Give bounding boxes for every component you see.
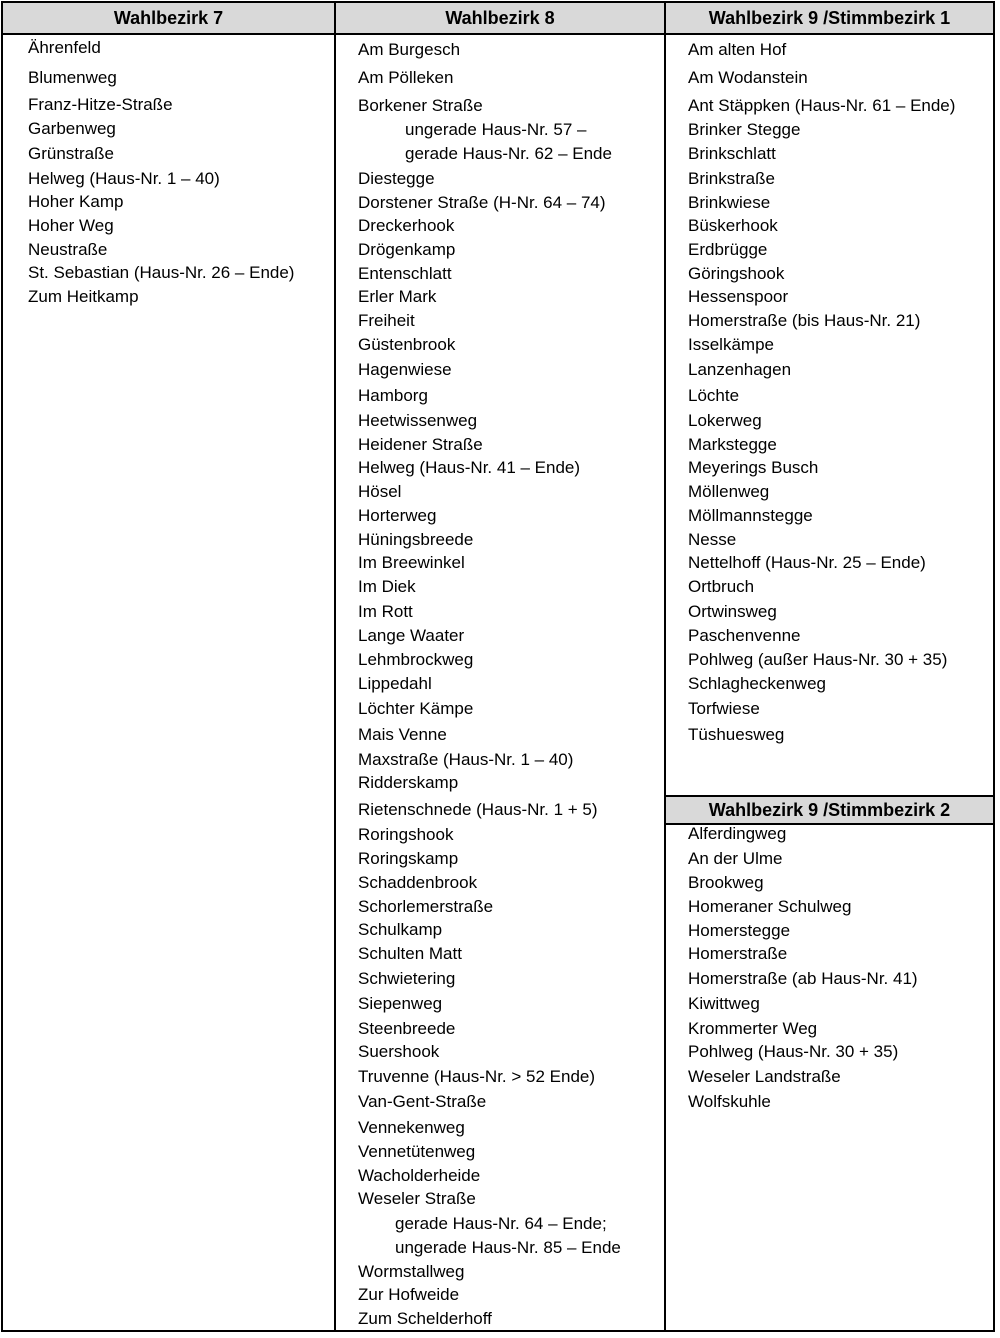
- street-item: Entenschlatt: [358, 264, 452, 283]
- street-item: Im Diek: [358, 577, 416, 596]
- street-item: Ant Stäppken (Haus-Nr. 61 – Ende): [688, 96, 956, 115]
- subsection-divider-top: [664, 795, 995, 797]
- street-item: Schulkamp: [358, 920, 443, 939]
- street-item: Brookweg: [688, 873, 764, 892]
- street-item: Brinkschlatt: [688, 144, 776, 163]
- street-item: Wormstallweg: [358, 1262, 465, 1281]
- street-item: Schorlemerstraße: [358, 897, 494, 916]
- street-item: Im Breewinkel: [358, 553, 465, 572]
- street-item: Homerstraße (bis Haus-Nr. 21): [688, 311, 921, 330]
- street-item: Homerstraße (ab Haus-Nr. 41): [688, 969, 918, 988]
- street-item: Heidener Straße: [358, 435, 483, 454]
- street-item: Freiheit: [358, 311, 415, 330]
- street-item: Mais Venne: [358, 725, 447, 744]
- street-item: Lanzenhagen: [688, 360, 792, 379]
- street-item: Paschenvenne: [688, 626, 801, 645]
- street-item: Truvenne (Haus-Nr. > 52 Ende): [358, 1067, 596, 1086]
- street-item: Helweg (Haus-Nr. 1 – 40): [28, 169, 220, 188]
- street-item: Nettelhoff (Haus-Nr. 25 – Ende): [688, 553, 926, 572]
- street-item: Möllmannstegge: [688, 506, 813, 525]
- street-item: Am Burgesch: [358, 40, 461, 59]
- street-item: Neustraße: [28, 240, 108, 259]
- street-item: Pohlweg (Haus-Nr. 30 + 35): [688, 1042, 899, 1061]
- street-item: Lippedahl: [358, 674, 432, 693]
- street-item: Ährenfeld: [28, 38, 101, 57]
- street-item: Rietenschnede (Haus-Nr. 1 + 5): [358, 800, 598, 819]
- street-item: Lehmbrockweg: [358, 650, 474, 669]
- street-item: Hamborg: [358, 386, 428, 405]
- street-item: Vennekenweg: [358, 1118, 465, 1137]
- street-item: Büskerhook: [688, 216, 778, 235]
- street-item: Schwietering: [358, 969, 456, 988]
- street-item: Nesse: [688, 530, 737, 549]
- street-item: Zur Hofweide: [358, 1285, 460, 1304]
- street-item: Löchter Kämpe: [358, 699, 474, 718]
- street-item: Hüningsbreede: [358, 530, 474, 549]
- street-item: Brinkstraße: [688, 169, 775, 188]
- street-item: Hösel: [358, 482, 402, 501]
- street-item: Alferdingweg: [688, 824, 787, 843]
- street-item: Borkener Straße: [358, 96, 483, 115]
- street-item: Wacholderheide: [358, 1166, 481, 1185]
- street-item: Steenbreede: [358, 1019, 456, 1038]
- street-item: Am alten Hof: [688, 40, 787, 59]
- street-item: Kiwittweg: [688, 994, 760, 1013]
- street-item: Hessenspoor: [688, 287, 789, 306]
- street-item: Franz-Hitze-Straße: [28, 95, 173, 114]
- street-item: Diestegge: [358, 169, 435, 188]
- street-item: Am Wodanstein: [688, 68, 808, 87]
- street-item: Wolfskuhle: [688, 1092, 771, 1111]
- street-item: An der Ulme: [688, 849, 783, 868]
- street-item: Homeraner Schulweg: [688, 897, 852, 916]
- street-item: Suershook: [358, 1042, 440, 1061]
- street-item: Brinker Stegge: [688, 120, 801, 139]
- street-item: Roringshook: [358, 825, 454, 844]
- street-item: Ridderskamp: [358, 773, 459, 792]
- street-item: Dreckerhook: [358, 216, 455, 235]
- street-item: Lokerweg: [688, 411, 762, 430]
- street-item: Ortbruch: [688, 577, 755, 596]
- street-item: Zum Heitkamp: [28, 287, 139, 306]
- street-item: Blumenweg: [28, 68, 117, 87]
- street-item: Lange Waater: [358, 626, 465, 645]
- street-item: Krommerter Weg: [688, 1019, 818, 1038]
- street-item: Homerstraße: [688, 944, 788, 963]
- street-item: Drögenkamp: [358, 240, 456, 259]
- street-item: Tüshuesweg: [688, 725, 785, 744]
- street-item: Im Rott: [358, 602, 413, 621]
- street-item: Homerstegge: [688, 921, 791, 940]
- street-item: Grünstraße: [28, 144, 114, 163]
- header-wahlbezirk-7: Wahlbezirk 7: [3, 3, 334, 33]
- street-item: Markstegge: [688, 435, 777, 454]
- column-divider-1: [334, 1, 336, 1332]
- street-item: Meyerings Busch: [688, 458, 819, 477]
- street-item: Hoher Kamp: [28, 192, 124, 211]
- street-item: Erdbrügge: [688, 240, 768, 259]
- street-item: Schulten Matt: [358, 944, 462, 963]
- street-item: Siepenweg: [358, 994, 443, 1013]
- column-divider-2: [664, 1, 666, 1332]
- street-item: Weseler Straße: [358, 1189, 476, 1208]
- header-wahlbezirk-9-stimmbezirk-1: Wahlbezirk 9 /Stimmbezirk 1: [666, 3, 993, 33]
- street-item: Van-Gent-Straße: [358, 1092, 487, 1111]
- street-item: Brinkwiese: [688, 193, 771, 212]
- street-item: gerade Haus-Nr. 62 – Ende: [405, 144, 612, 163]
- street-item: Vennetütenweg: [358, 1142, 476, 1161]
- street-item: Garbenweg: [28, 119, 116, 138]
- street-item: Löchte: [688, 386, 740, 405]
- street-item: Horterweg: [358, 506, 437, 525]
- street-item: Weseler Landstraße: [688, 1067, 841, 1086]
- street-item: Schaddenbrook: [358, 873, 478, 892]
- street-item: Ortwinsweg: [688, 602, 777, 621]
- header-wahlbezirk-8: Wahlbezirk 8: [336, 3, 664, 33]
- header-divider: [1, 33, 995, 35]
- street-item: Hoher Weg: [28, 216, 114, 235]
- street-item: Möllenweg: [688, 482, 770, 501]
- street-item: Erler Mark: [358, 287, 437, 306]
- street-item: ungerade Haus-Nr. 57 –: [405, 120, 587, 139]
- street-item: Zum Schelderhoff: [358, 1309, 492, 1328]
- street-item: Torfwiese: [688, 699, 760, 718]
- street-item: Helweg (Haus-Nr. 41 – Ende): [358, 458, 581, 477]
- street-item: ungerade Haus-Nr. 85 – Ende: [395, 1238, 621, 1257]
- street-item: Heetwissenweg: [358, 411, 478, 430]
- street-item: Pohlweg (außer Haus-Nr. 30 + 35): [688, 650, 948, 669]
- street-item: Maxstraße (Haus-Nr. 1 – 40): [358, 750, 574, 769]
- street-item: Schlagheckenweg: [688, 674, 826, 693]
- street-item: Göringshook: [688, 264, 785, 283]
- street-item: Am Pölleken: [358, 68, 454, 87]
- header-wahlbezirk-9-stimmbezirk-2: Wahlbezirk 9 /Stimmbezirk 2: [666, 797, 993, 823]
- street-item: Isselkämpe: [688, 335, 774, 354]
- street-item: Hagenwiese: [358, 360, 452, 379]
- street-item: Dorstener Straße (H-Nr. 64 – 74): [358, 193, 606, 212]
- street-item: Güstenbrook: [358, 335, 456, 354]
- street-item: St. Sebastian (Haus-Nr. 26 – Ende): [28, 263, 295, 282]
- street-item: gerade Haus-Nr. 64 – Ende;: [395, 1214, 607, 1233]
- street-item: Roringskamp: [358, 849, 459, 868]
